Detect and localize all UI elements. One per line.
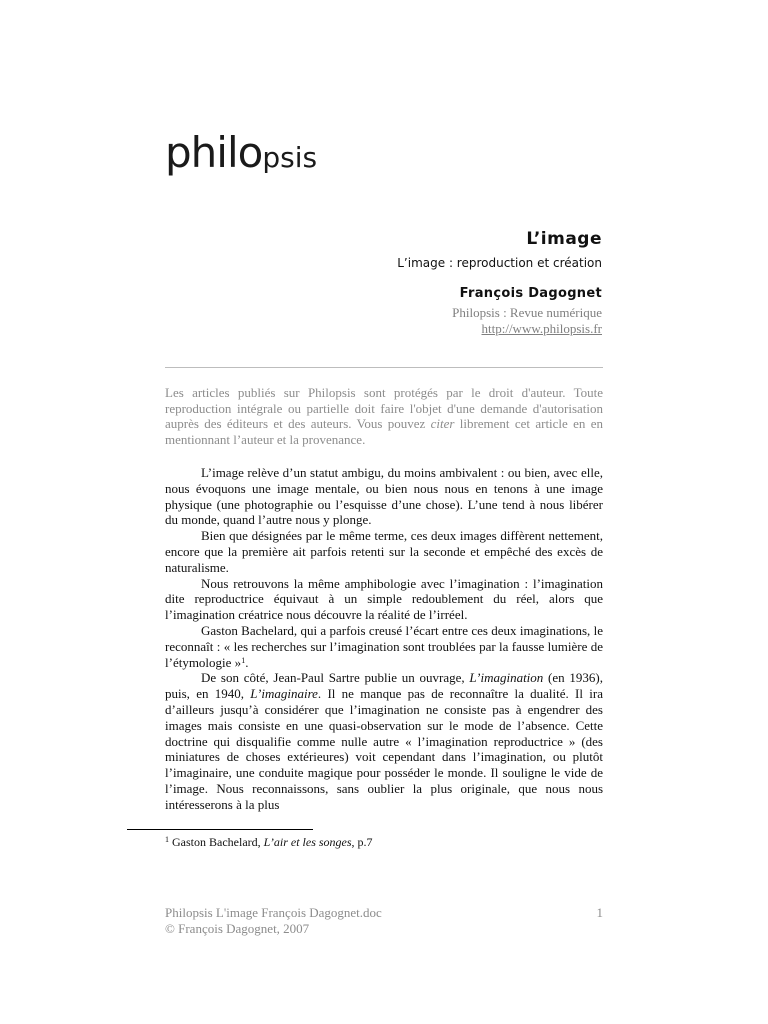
notice-text-after: librement cet article en en mentionnant l’auteur et la provenance. xyxy=(165,416,603,447)
journal-name: Philopsis : Revue numérique xyxy=(452,305,602,320)
paragraph-5-text-c: (en 1936), puis, en 1940, xyxy=(165,670,603,702)
logo-part-philo: philo xyxy=(165,128,263,177)
article-subtitle: L’image : reproduction et création xyxy=(397,256,602,270)
book-title-imagination: L’imagination xyxy=(469,670,544,686)
paragraph-5-text-a: De son côté, Jean-Paul Sartre publie un ouvrage, xyxy=(201,670,470,686)
paragraph-5 xyxy=(165,670,603,812)
footnote-1 xyxy=(165,835,373,850)
article-title: L’image xyxy=(526,229,602,249)
page-footer xyxy=(165,905,603,937)
paragraph-2: Bien que désignées par le même terme, ces deux images diffèrent nettement, encore que la première ait parfois retenti sur la seconde et empêché des excès de naturalisme. xyxy=(165,528,603,575)
article-author: François Dagognet xyxy=(459,286,602,301)
article-body xyxy=(165,465,603,813)
footnote-page: , p.7 xyxy=(351,835,373,849)
logo-part-psis: psis xyxy=(262,141,318,174)
paragraph-5-text-e: . Il ne manque pas de reconnaître la dualité. Il ira d’ailleurs jusqu’à considérer que l’imagination ne consiste pas à engendrer des images mais consiste en une quasi-observation sur le mode de l’absence. Cette doctrine qui disqualifie comme nulle autre « l’imagination reproductrice » (des miniatures de choses extérieures) voit cependant dans l’imagination, ou plutôt l’imaginaire, une conduite magique pour posséder le monde. Il souligne le vide de l’image. Nous reconnaissons, sans oublier la plus originale, que nous nous intéresserons à la plus xyxy=(165,686,603,812)
footnote-ref-1[interactable]: 1 xyxy=(241,655,246,665)
footnote-number: 1 xyxy=(165,835,169,844)
footer-page-number: 1 xyxy=(596,905,603,920)
paragraph-4 xyxy=(165,623,603,670)
paragraph-1: L’image relève d’un statut ambigu, du moins ambivalent : ou bien, avec elle, nous évoquons une image mentale, ou bien nous nous en tenons à une image physique (une photographie ou l’esquisse d’une chose). L’une tend à nous libérer du monde, quand l’autre nous y plonge. xyxy=(165,465,603,528)
footnote-separator xyxy=(127,829,313,830)
notice-cite-word: citer xyxy=(430,416,455,432)
footnote-book-title: L’air et les songes xyxy=(263,835,352,849)
header-divider xyxy=(165,367,603,368)
footnote-author: Gaston Bachelard, xyxy=(172,835,264,849)
paragraph-3: Nous retrouvons la même amphibologie avec l’imagination : l’imagination dite reproductrice équivaut à un simple redoublement du réel, alors que l’imagination créatrice nous découvre la réalité de l’irréel. xyxy=(165,575,603,623)
footer-filename: Philopsis L'image François Dagognet.doc xyxy=(165,905,382,920)
copyright-notice xyxy=(165,385,603,447)
paragraph-4-end: . xyxy=(245,654,249,670)
notice-text-before: Les articles publiés sur Philopsis sont protégés par le droit d'auteur. Toute reproduction intégrale ou partielle doit faire l'objet d'une demande d'autorisation auprès des éditeurs et des auteurs. Vous pouvez xyxy=(165,385,603,432)
journal-url-link[interactable]: http://www.philopsis.fr xyxy=(481,321,602,336)
footer-copyright: © François Dagognet, 2007 xyxy=(165,921,310,936)
book-title-imaginaire: L’imaginaire xyxy=(250,686,318,702)
paragraph-4-text: Gaston Bachelard, qui a parfois creusé l’écart entre ces deux imaginations, le reconnaît : « les recherches sur l’imagination sont troublées par la fausse lumière de l’étymologie » xyxy=(165,622,603,670)
philopsis-logo xyxy=(165,128,318,177)
